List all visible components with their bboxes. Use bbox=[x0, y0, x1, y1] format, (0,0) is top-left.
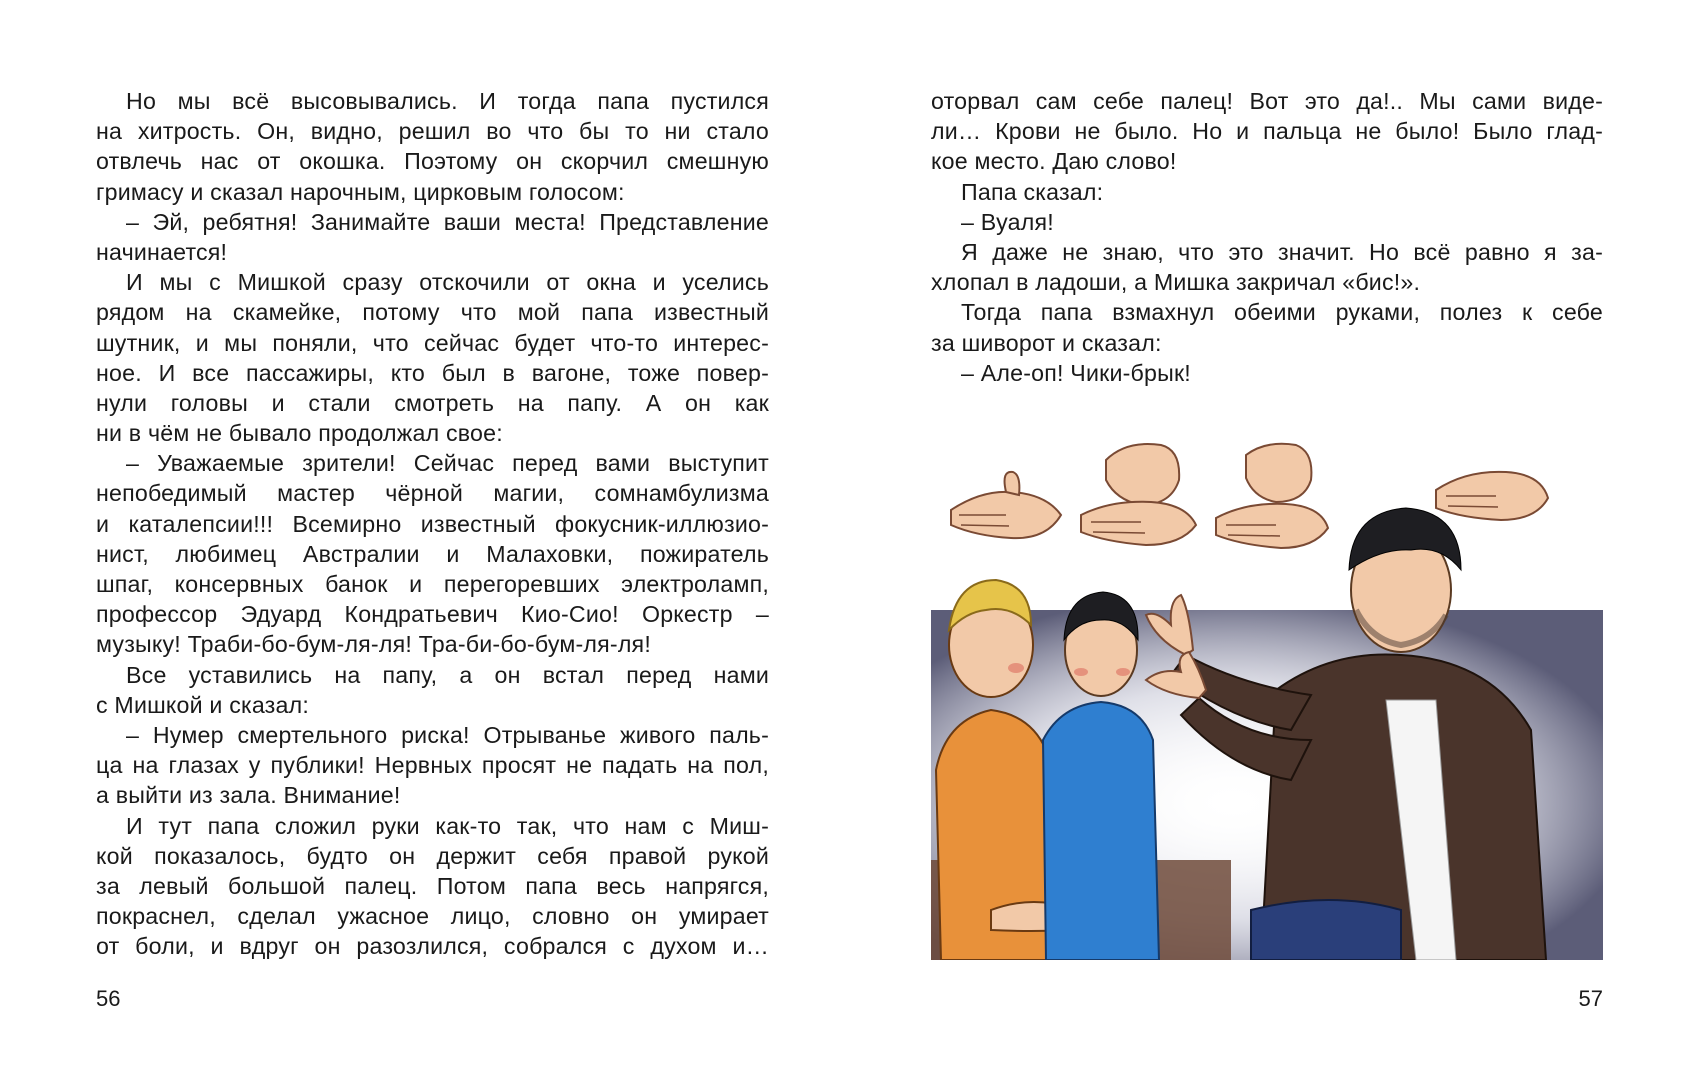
text-line: И мы с Мишкой сразу отскочили от окна и уселись bbox=[126, 269, 769, 296]
text-line: И тут папа сложил руки как-то так, что нам с Миш- bbox=[126, 812, 769, 839]
hand-1-icon bbox=[951, 472, 1061, 538]
text-line: шпаг, консервных банок и перегоревших электроламп, bbox=[96, 571, 769, 597]
text-line: а выйти из зала. Внимание! bbox=[96, 782, 401, 809]
text-line: Тогда папа взмахнул обеими руками, полез к себе bbox=[961, 299, 1603, 326]
text-line: гримасу и сказал нарочным, цирковым голосом: bbox=[96, 178, 625, 205]
text-line: с Мишкой и сказал: bbox=[96, 691, 309, 718]
text-line: отвлечь нас от окошка. Поэтому он скорчил смешную bbox=[96, 148, 769, 175]
page-number-right: 57 bbox=[1578, 986, 1603, 1011]
right-page bbox=[843, 0, 1687, 1080]
text-line: профессор Эдуард Кондратьевич Кио-Сио! Оркестр – bbox=[96, 601, 769, 628]
text-line: покраснел, сделал ужасное лицо, словно он умирает bbox=[96, 903, 769, 930]
text-line: на хитрость. Он, видно, решил во что бы то ни стало bbox=[96, 118, 769, 145]
text-line: – Вуаля! bbox=[961, 208, 1054, 235]
text-line: – Эй, ребятня! Занимайте ваши места! Представление bbox=[126, 208, 769, 235]
text-line: оторвал сам себе палец! Вот это да!.. Мы сами виде- bbox=[931, 88, 1603, 114]
text-line: Папа сказал: bbox=[961, 178, 1104, 205]
text-line: ни в чём не бывало продолжал свое: bbox=[96, 420, 503, 447]
hands-sequence bbox=[951, 444, 1548, 548]
text-line: музыку! Траби-бо-бум-ля-ля! Тра-би-бо-бум-ля-ля! bbox=[96, 631, 651, 658]
hand-3-icon bbox=[1216, 444, 1328, 548]
text-line: нист, любимец Австралии и Малаховки, пожиратель bbox=[96, 540, 769, 567]
text-line: непобедимый мастер чёрной магии, сомнамбулизма bbox=[96, 480, 769, 507]
text-line: и каталепсии!!! Всемирно известный фокусник-иллюзио- bbox=[96, 510, 769, 537]
illustration bbox=[931, 440, 1603, 960]
left-page-text bbox=[96, 86, 769, 961]
text-line: рядом на скамейке, потому что мой папа известный bbox=[96, 299, 769, 326]
text-line: за левый большой палец. Потом папа весь напрягся, bbox=[96, 872, 769, 899]
text-line: кой показалось, будто он держит себя правой рукой bbox=[96, 842, 769, 869]
text-line: от боли, и вдруг он разозлился, собрался с духом и… bbox=[96, 933, 769, 960]
text-line: нули головы и стали смотреть на папу. А он как bbox=[96, 389, 769, 416]
text-line: начинается! bbox=[96, 238, 228, 265]
left-page bbox=[0, 0, 843, 1080]
hand-2-icon bbox=[1081, 444, 1196, 545]
text-line: – Уважаемые зрители! Сейчас перед вами выступит bbox=[126, 450, 769, 477]
text-line: Но мы всё высовывались. И тогда папа пустился bbox=[126, 88, 769, 114]
text-line: ца на глазах у публики! Нервных просят не падать на пол, bbox=[96, 752, 769, 779]
text-line: за шиворот и сказал: bbox=[931, 329, 1162, 356]
text-line: – Але-оп! Чики-брык! bbox=[961, 359, 1191, 386]
right-page-text bbox=[931, 86, 1603, 388]
text-line: кое место. Даю слово! bbox=[931, 148, 1177, 175]
text-line: хлопал в ладоши, а Мишка закричал «бис!». bbox=[931, 269, 1421, 296]
text-line: Все уставились на папу, а он встал перед нами bbox=[126, 661, 769, 688]
text-line: ли… Крови не было. Но и пальца не было! Было глад- bbox=[931, 118, 1603, 145]
text-line: Я даже не знаю, что это значит. Но всё равно я за- bbox=[961, 238, 1603, 265]
text-line: шутник, и мы поняли, что сейчас будет что-то интерес- bbox=[96, 329, 769, 356]
text-line: – Нумер смертельного риска! Отрыванье живого паль- bbox=[126, 721, 769, 748]
text-line: ное. И все пассажиры, кто был в вагоне, тоже повер- bbox=[96, 359, 769, 386]
hand-4-icon bbox=[1436, 472, 1548, 520]
page-number-left: 56 bbox=[96, 986, 121, 1011]
